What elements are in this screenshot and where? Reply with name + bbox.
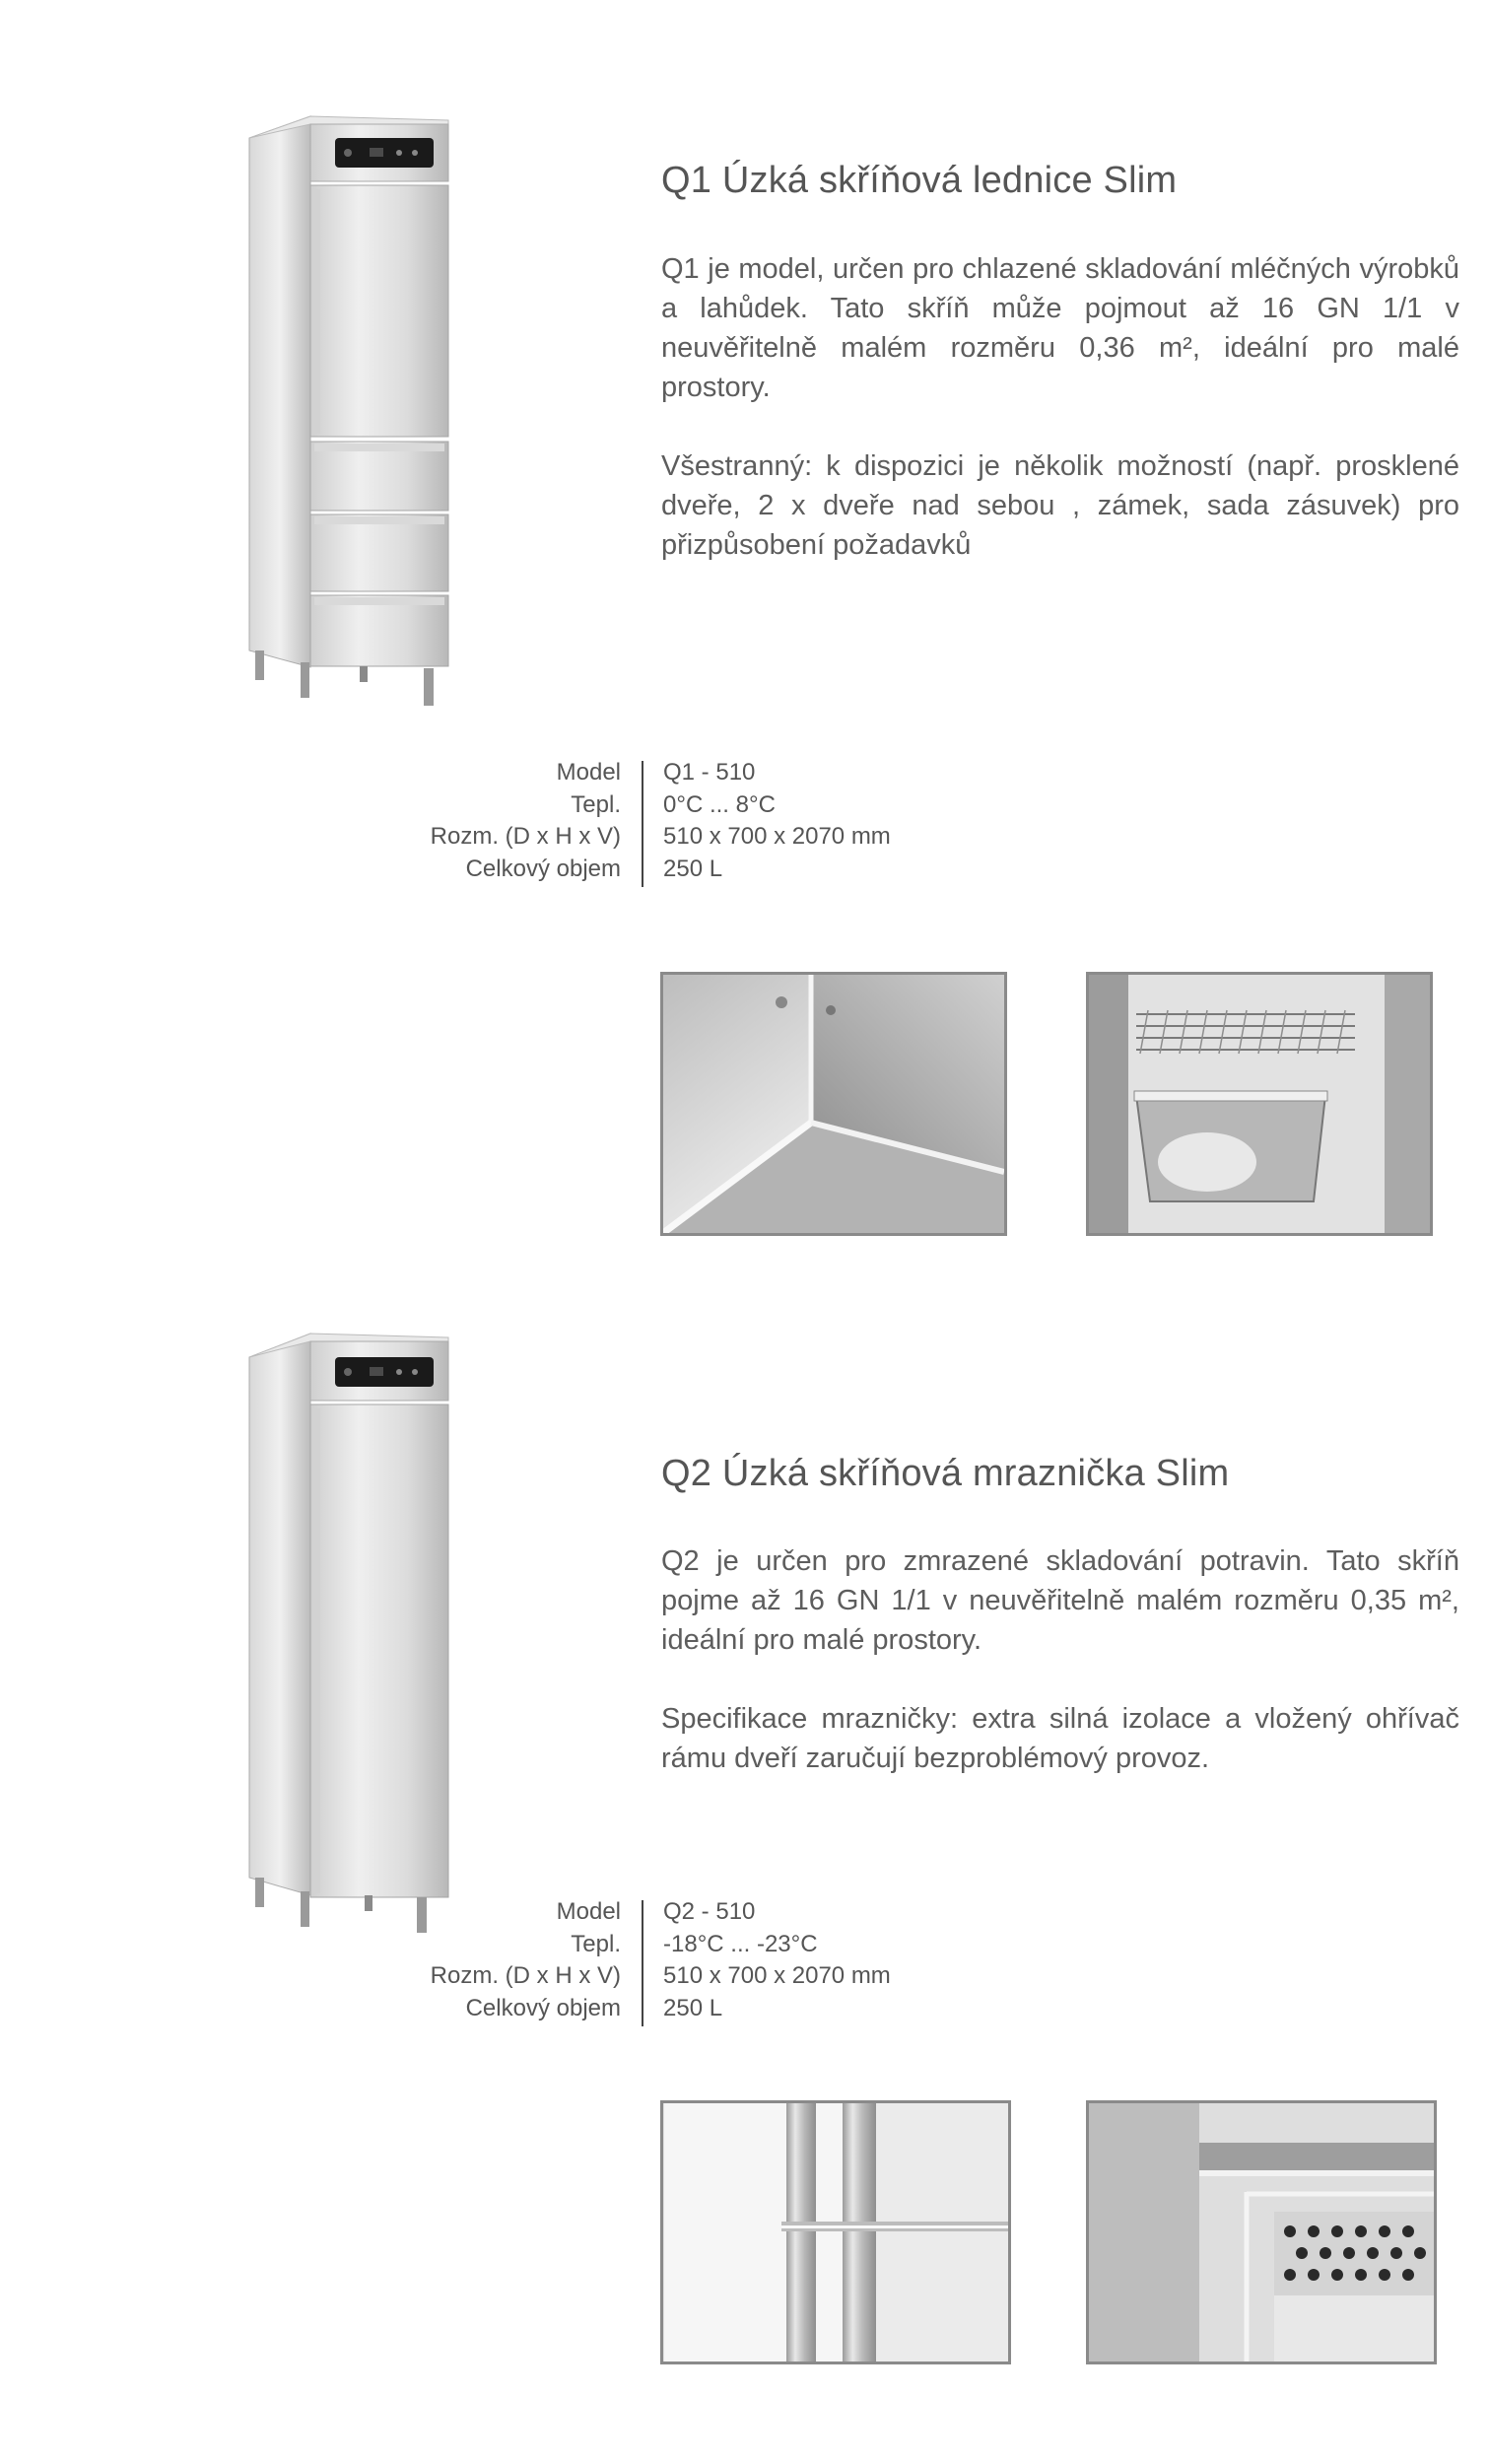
q2-spec-value-model: Q2 - 510 <box>663 1898 756 1925</box>
q2-paragraph-2: Specifikace mrazničky: extra silná izolace a vložený ohřívač rámu dveří zaručují bezproblémový provoz. <box>661 1703 1459 1774</box>
q2-paragraph-1: Q2 je určen pro zmrazené skladování potravin. Tato skříň pojme až 16 GN 1/1 v neuvěřitelně malém rozměru 0,35 m², ideální pro malé prostory. <box>661 1545 1459 1656</box>
q2-spec-values <box>663 1896 891 2024</box>
q2-spec-label-temp: Tepl. <box>571 1930 621 1957</box>
q1-spec-divider <box>642 761 643 887</box>
q1-spec-labels <box>266 757 621 885</box>
q1-photo-shelf-gn-pan <box>1086 972 1433 1236</box>
q2-spec-label-dimensions: Rozm. (D x H x V) <box>430 1962 621 1989</box>
q1-title: Q1 Úzká skříňová lednice Slim <box>661 160 1178 201</box>
q2-title: Q2 Úzká skříňová mraznička Slim <box>661 1453 1230 1494</box>
q1-spec-values <box>663 757 891 885</box>
q2-spec-label-model: Model <box>556 1898 621 1925</box>
q2-spec-value-temp: -18°C ... -23°C <box>663 1930 818 1957</box>
q2-spec-labels <box>266 1896 621 2024</box>
q2-spec-value-dimensions: 510 x 700 x 2070 mm <box>663 1962 891 1989</box>
q1-spec-value-dimensions: 510 x 700 x 2070 mm <box>663 823 891 850</box>
q2-photo-door-hinges <box>660 2100 1011 2364</box>
q1-spec-value-temp: 0°C ... 8°C <box>663 790 776 818</box>
q2-spec-divider <box>642 1900 643 2026</box>
q1-spec-label-volume: Celkový objem <box>465 855 621 882</box>
q1-spec-label-model: Model <box>556 759 621 786</box>
q1-photo-interior-corner <box>660 972 1007 1236</box>
q2-photo-perforated-interior <box>1086 2100 1437 2364</box>
q2-description <box>661 1541 1459 1778</box>
q2-spec-label-volume: Celkový objem <box>465 1994 621 2021</box>
q1-paragraph-2: Všestranný: k dispozici je několik možností (např. prosklené dveře, 2 x dveře nad sebou , zámek, sada zásuvek) pro přizpůsobení požadavků <box>661 450 1459 561</box>
q2-freezer-image <box>241 1326 458 1937</box>
q1-spec-value-model: Q1 - 510 <box>663 759 756 786</box>
q1-spec-value-volume: 250 L <box>663 855 723 882</box>
q1-fridge-image <box>241 110 458 721</box>
q1-paragraph-1: Q1 je model, určen pro chlazené skladování mléčných výrobků a lahůdek. Tato skříň může pojmout až 16 GN 1/1 v neuvěřitelně malém rozměru 0,36 m², ideální pro malé prostory. <box>661 253 1459 403</box>
q1-description <box>661 249 1459 565</box>
q1-spec-label-temp: Tepl. <box>571 790 621 818</box>
q1-spec-label-dimensions: Rozm. (D x H x V) <box>430 823 621 850</box>
q2-spec-value-volume: 250 L <box>663 1994 723 2021</box>
